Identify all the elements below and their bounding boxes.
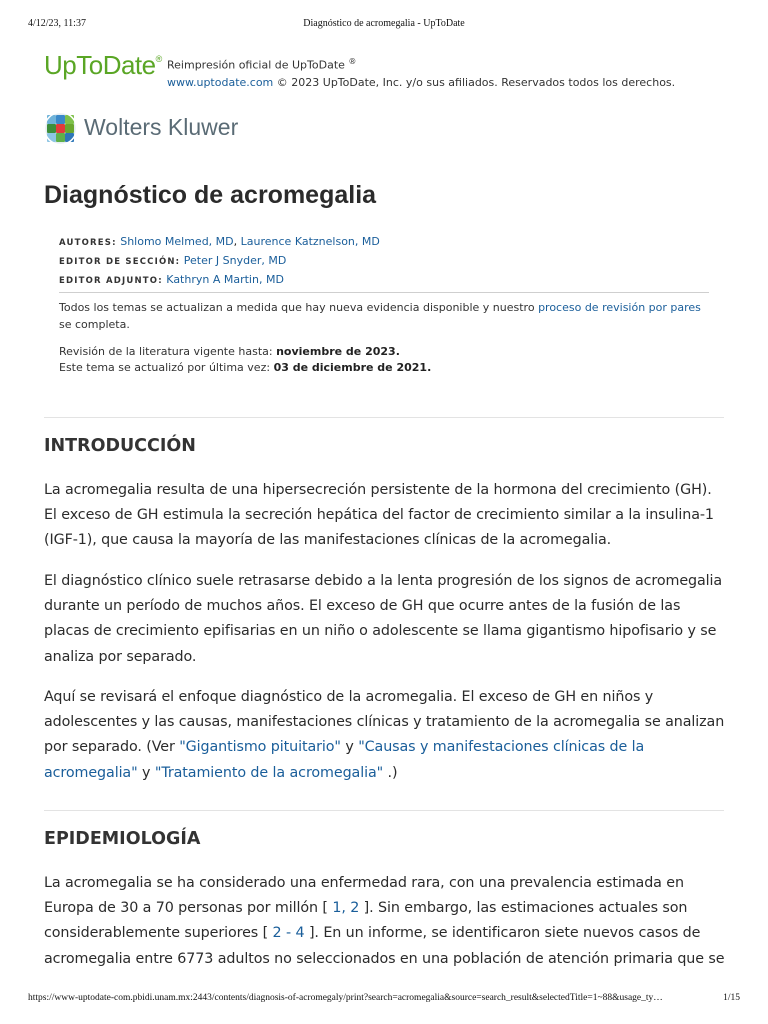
link-causas-manifestaciones[interactable]: "Causas y manifestaciones clínicas de la acromegalia"	[44, 739, 645, 781]
publisher-name: Wolters Kluwer	[84, 114, 239, 140]
intro-paragraph-1: La acromegalia resulta de una hipersecreción persistente de la hormona del crecimiento (GH). El exceso de GH estimula la secreción hepática del factor de crecimiento similar a la insulina-1 (IGF-1), que causa la mayoría de las manifestaciones clínicas de la acromegalia.	[44, 482, 714, 549]
peer-review-link[interactable]: proceso de revisión por pares	[538, 301, 701, 314]
updated-label: Este tema se actualizó por última vez:	[59, 361, 271, 374]
section-editor-label: EDITOR DE SECCIÓN:	[59, 257, 181, 267]
intro-paragraph-2: El diagnóstico clínico suele retrasarse debido a la lenta progresión de los signos de acromegalia durante un período de muchos años. El exceso de GH que ocurre antes de la fusión de las placas de crecimiento epifisarias en un niño o adolescente se llama gigantismo hipofisario y se analiza por separado.	[44, 573, 723, 665]
reference-link[interactable]: 1, 2	[332, 900, 360, 917]
print-header	[28, 18, 740, 32]
copyright-text: © 2023 UpToDate, Inc. y/o sus afiliados. Reservados todos los derechos.	[276, 75, 676, 89]
epidemiology-paragraph-1: La acromegalia se ha considerado una enfermedad rara, con una prevalencia estimada en Europa de 30 a 70 personas por millón [ 1, 2 ]. Sin embargo, las estimaciones actuales son considerablemente superiores [ 2 - 4 ]. En un informe, se identificaron siete nuevos casos de acromegalia entre 6773 adultos no seleccionados en una población de atención primaria que se	[44, 875, 725, 967]
section-editor-link[interactable]: Peter J Snyder, MD	[183, 254, 287, 267]
divider	[44, 810, 724, 811]
lit-review-label: Revisión de la literatura vigente hasta:	[59, 345, 273, 358]
section-heading-epidemiology: EPIDEMIOLOGÍA	[44, 829, 201, 849]
brand-header	[44, 50, 724, 90]
deputy-editor-label: EDITOR ADJUNTO:	[59, 276, 163, 286]
review-dates	[59, 344, 431, 376]
authors-row: AUTORES: Shlomo Melmed, MD, Laurence Katznelson, MD	[59, 235, 380, 248]
print-page-title: Diagnóstico de acromegalia - UpToDate	[303, 18, 465, 29]
wolters-kluwer-logo	[44, 110, 264, 146]
section-heading-intro: INTRODUCCIÓN	[44, 436, 196, 456]
divider	[44, 417, 724, 418]
print-footer	[28, 993, 740, 1007]
deputy-editor-row	[59, 271, 380, 290]
authors-label: AUTORES:	[59, 238, 117, 248]
contributors	[59, 233, 380, 290]
page-number: 1/15	[723, 993, 740, 1003]
author-link-katznelson[interactable]: Laurence Katznelson, MD	[240, 235, 380, 248]
lit-review-date: noviembre de 2023.	[276, 345, 400, 358]
article-title: Diagnóstico de acromegalia	[44, 181, 377, 209]
wolters-kluwer-mark-icon	[44, 112, 77, 145]
reprint-line: Reimpresión oficial de UpToDate	[167, 58, 345, 72]
author-link-melmed[interactable]: Shlomo Melmed, MD	[120, 235, 234, 248]
section-editor-row	[59, 252, 380, 271]
peer-review-note: Todos los temas se actualizan a medida que hay nueva evidencia disponible y nuestro proceso de revisión por pares se completa.	[59, 301, 701, 331]
intro-paragraph-3: Aquí se revisará el enfoque diagnóstico de la acromegalia. El exceso de GH en niños y adolescentes y las causas, manifestaciones clínicas y tratamiento de la acromegalia se analizan por separado. (Ver "Gigantismo pituitario" y "Causas y manifestaciones clínicas de la acromegalia" y "Tratamiento de la acromegalia" .)	[44, 689, 725, 781]
print-url: https://www-uptodate-com.pbidi.unam.mx:2443/contents/diagnosis-of-acromegaly/print?search=acromegalia&source=search_result&selectedTitle=1~88&usage_ty…	[28, 993, 663, 1003]
reprint-notice: Reimpresión oficial de UpToDate ® www.uptodate.com © 2023 UpToDate, Inc. y/o sus afiliados. Reservados todos los derechos.	[167, 57, 676, 89]
link-tratamiento-acromegalia[interactable]: "Tratamiento de la acromegalia"	[154, 764, 384, 781]
divider	[59, 292, 709, 293]
uptodate-logo: UpToDate®	[44, 50, 162, 80]
reference-link[interactable]: 2 - 4	[272, 925, 305, 942]
link-gigantismo-pituitario[interactable]: "Gigantismo pituitario"	[179, 739, 341, 756]
print-datetime: 4/12/23, 11:37	[28, 18, 86, 29]
deputy-editor-link[interactable]: Kathryn A Martin, MD	[166, 273, 284, 286]
uptodate-site-link[interactable]: www.uptodate.com	[167, 75, 274, 89]
updated-date: 03 de diciembre de 2021.	[273, 361, 432, 374]
